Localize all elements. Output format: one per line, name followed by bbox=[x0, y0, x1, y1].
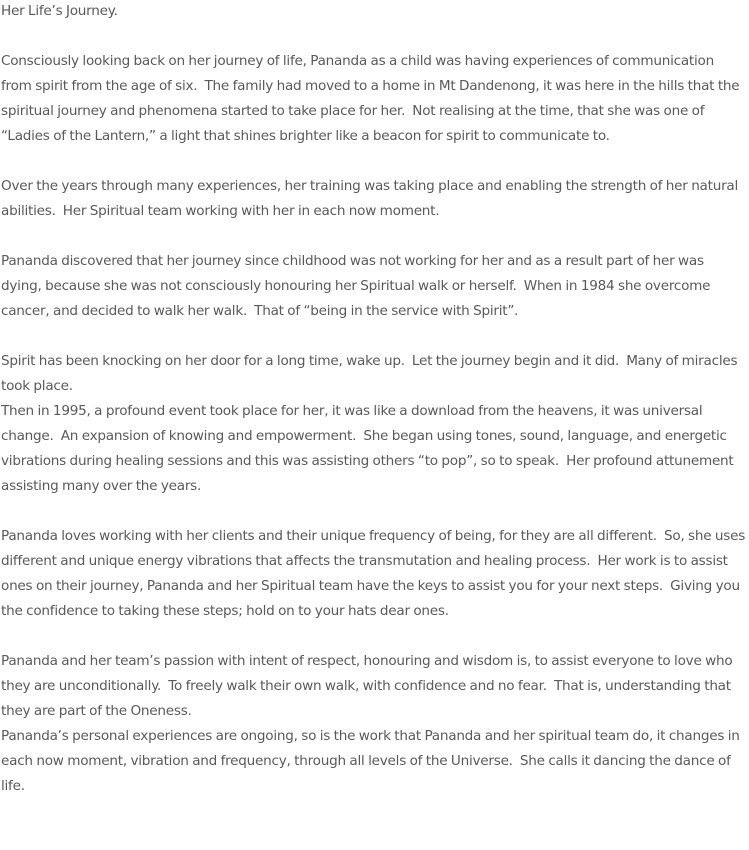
spacer bbox=[1, 149, 747, 174]
paragraph-discovery: Pananda discovered that her journey since childhood was not working for her and as a result part of her was dying, because she was not consciously honouring her Spiritual walk or herself. When in 1984 she overcome cancer, and decided to walk her walk. That of “being in the service with Spirit”. bbox=[1, 253, 714, 319]
paragraph-training: Over the years through many experiences, her training was taking place and enabling the strength of her natural abilities. Her Spiritual team working with her in each now moment. bbox=[1, 178, 742, 219]
paragraph-passion: Pananda and her team’s passion with intent of respect, honouring and wisdom is, to assist everyone to love who they are unconditionally. To freely walk their own walk, with confidence and no fear. That is, understanding that they are part of the Oneness. bbox=[1, 653, 737, 719]
document-title: Her Life’s Journey. bbox=[1, 3, 118, 19]
paragraph-1995-event: Then in 1995, a profound event took place for her, it was like a download from the heavens, it was universal change. An expansion of knowing and empowerment. She began using tones, sound, language, and energetic vibrations during healing sessions and this was assisting others “to pop”, so to speak. Her profound attunement assisting many over the years. bbox=[1, 403, 738, 494]
paragraph-spirit-knocking: Spirit has been knocking on her door for a long time, wake up. Let the journey begin and it did. Many of miracles took place. bbox=[1, 353, 741, 394]
spacer bbox=[1, 24, 747, 49]
spacer bbox=[1, 224, 747, 249]
spacer bbox=[1, 499, 747, 524]
paragraph-clients: Pananda loves working with her clients and their unique frequency of being, for they are all different. So, she uses different and unique energy vibrations that affects the transmutation and healing process. Her work is to assist ones on their journey, Pananda and her Spiritual team have the keys to assist you for your next steps. Giving you the confidence to taking these steps; hold on to your hats dear ones. bbox=[1, 528, 749, 619]
spacer bbox=[1, 624, 747, 649]
paragraph-ongoing: Pananda’s personal experiences are ongoing, so is the work that Pananda and her spiritual team do, it changes in each now moment, vibration and frequency, through all levels of the Universe. She calls it dancing the dance of life. bbox=[1, 728, 744, 794]
spacer bbox=[1, 324, 747, 349]
paragraph-childhood: Consciously looking back on her journey of life, Pananda as a child was having experiences of communication from spirit from the age of six. The family had moved to a home in Mt Dandenong, it was here in the hills that the spiritual journey and phenomena started to take place for her. Not realising at the time, that she was one of “Ladies of the Lantern,” a light that shines brighter like a beacon for spirit to communicate to. bbox=[1, 53, 743, 144]
